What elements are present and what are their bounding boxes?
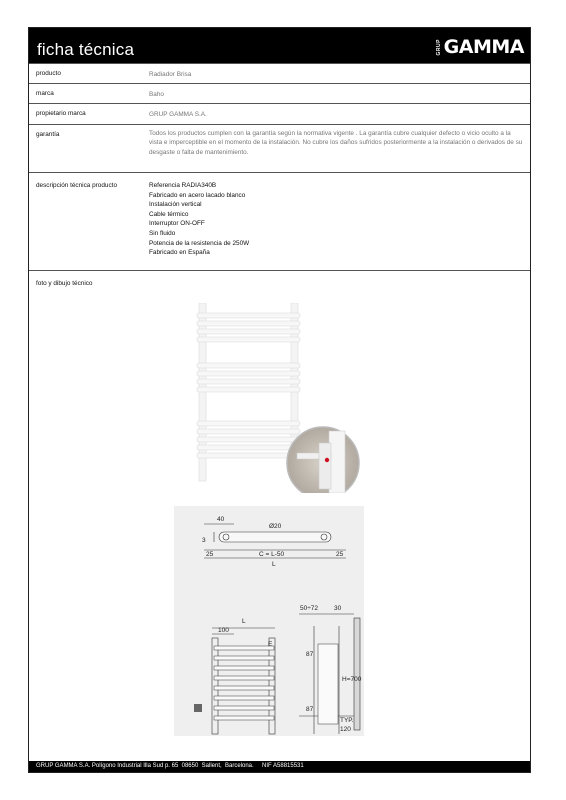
value-marca: Baho [149,91,164,98]
row-propietario [29,103,530,125]
tech-line: Interruptor ON-OFF [149,220,205,228]
label-marca: marca [36,90,54,97]
dim-diameter: Ø20 [269,523,282,530]
dim-c: C = L-50 [259,551,285,558]
label-photo: foto y dibujo técnico [36,280,93,287]
dim-30: 30 [334,605,342,612]
dim-3: 3 [202,537,206,544]
logo-grup-text: GRUP [435,38,442,56]
dim-h: H=700 [342,676,362,683]
dim-25b: 25 [336,551,344,558]
tech-list [149,181,524,258]
tech-line: Fabricado en España [149,249,210,257]
value-garantia: Todos los productos cumplen con la garantía según la normativa vigente . La garantía cubre cualquier defecto o vicio oculto a la vista e imperceptible en el momento de la instalación. No cubre los daños sufridos posteriormente a la instalación o derivados de su desgaste o falta de mantenimiento. [149,130,523,156]
page-title: ficha técnica [37,40,135,59]
plug-icon [194,704,202,712]
tech-line: Sin fluido [149,229,176,237]
dim-40: 40 [217,516,225,523]
tech-line: Potencia de la resistencia de 250W [149,239,250,247]
tech-line: Cable térmico [149,210,189,218]
tech-line: Fabricado en acero lacado blanco [149,191,246,199]
row-tech [29,172,530,271]
gamma-logo [436,36,524,58]
tech-line: Referencia RADIA340B [149,182,217,189]
dim-e: E [268,641,273,648]
logo-gamma-text: GAMMA [443,36,524,58]
label-producto: producto [36,70,61,77]
footer-bar [29,761,530,772]
label-tech: descripción técnica producto [36,182,117,189]
dim-120: 120 [340,726,351,733]
dim-25a: 25 [206,551,214,558]
row-producto [29,63,530,84]
tech-line: Instalación vertical [149,201,202,209]
dim-l-front: L [242,618,246,625]
label-garantia: garantía [36,131,60,138]
value-propietario: GRUP GAMMA S.A. [149,111,207,118]
radiator-photo [179,303,364,493]
spec-sheet [28,27,531,773]
row-garantia [29,124,530,173]
footer-address: GRUP GAMMA S.A. Polígono Industrial Illa Sud p. 65 08650 Sallent, Barcelona. NIF A58815531 [36,763,304,769]
dim-87a: 87 [306,651,314,658]
dim-typ: TYP. [340,717,354,724]
dim-l-top: L [272,561,276,568]
dim-100: 100 [218,627,229,634]
value-producto: Radiador Brisa [149,71,192,78]
dim-87b: 87 [306,706,314,713]
header-bar [29,28,530,63]
technical-drawing [174,506,364,736]
dim-50-72: 50÷72 [300,605,319,612]
label-propietario: propietario marca [36,110,86,117]
switch-indicator-icon [325,458,329,462]
row-marca [29,83,530,104]
